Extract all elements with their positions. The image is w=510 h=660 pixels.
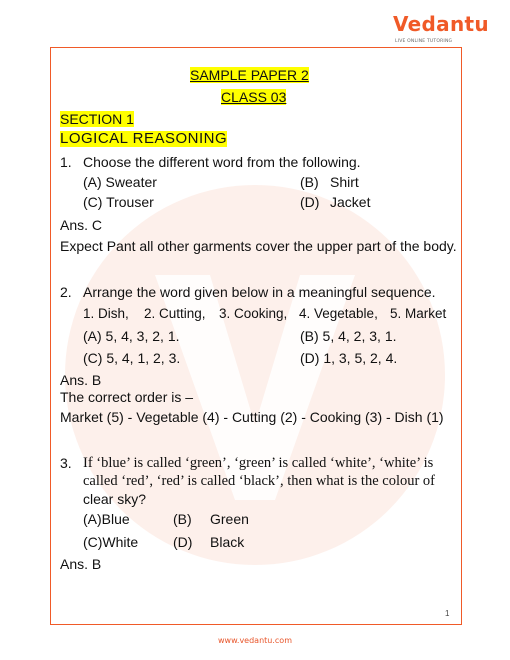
q2-word-3: 3. Cooking, <box>219 306 288 321</box>
q1-option-d: Jacket <box>330 194 371 210</box>
q2-option-b: (B) 5, 4, 2, 3, 1. <box>300 328 397 344</box>
page-number: 1 <box>445 609 450 618</box>
q2-word-2: 2. Cutting, <box>144 306 206 321</box>
q3-option-b: Green <box>210 511 249 527</box>
q3-option-b-key: (B) <box>173 511 192 527</box>
q2-answer: Ans. B <box>60 372 102 388</box>
q3-option-d-key: (D) <box>173 534 193 550</box>
q1-option-c: (C) Trouser <box>83 194 154 210</box>
q2-option-a: (A) 5, 4, 3, 2, 1. <box>83 328 180 344</box>
q1-option-d-key: (D) <box>300 194 320 210</box>
q3-text-line-1: If ‘blue’ is called ‘green’, ‘green’ is called ‘white’, ‘white’ is <box>83 455 434 471</box>
paper-title: SAMPLE PAPER 2 <box>190 67 309 83</box>
q3-option-a: (A)Blue <box>83 511 130 527</box>
q3-answer: Ans. B <box>60 556 102 572</box>
q2-text: Arrange the word given below in a meaningful sequence. <box>83 284 436 300</box>
section-name: LOGICAL REASONING <box>60 130 228 147</box>
q2-option-d: (D) 1, 3, 5, 2, 4. <box>300 350 398 366</box>
q1-text: Choose the different word from the following. <box>83 154 361 170</box>
q3-option-c: (C)White <box>83 534 139 550</box>
q1-number: 1. <box>60 154 72 170</box>
q2-number: 2. <box>60 284 72 300</box>
q2-explanation-intro: The correct order is – <box>60 389 194 405</box>
q2-option-c: (C) 5, 4, 1, 2, 3. <box>83 350 181 366</box>
section-label: SECTION 1 <box>60 111 134 127</box>
q2-word-1: 1. Dish, <box>83 306 129 321</box>
q3-option-d: Black <box>210 534 245 550</box>
q2-word-5: 5. Market <box>390 306 447 321</box>
brand-tagline: LIVE ONLINE TUTORING <box>395 39 453 44</box>
q1-answer: Ans. C <box>60 217 103 233</box>
q1-option-a: (A) Sweater <box>83 174 157 190</box>
q1-option-b-key: (B) <box>300 174 319 190</box>
q2-explanation: Market (5) - Vegetable (4) - Cutting (2) - Cooking (3) - Dish (1) <box>60 409 444 425</box>
q3-number: 3. <box>60 455 72 471</box>
footer-url[interactable]: www.vedantu.com <box>218 636 292 645</box>
q1-explanation: Expect Pant all other garments cover the upper part of the body. <box>60 238 457 254</box>
q2-word-4: 4. Vegetable, <box>299 306 378 321</box>
q3-text-line-3: clear sky? <box>83 491 147 507</box>
brand-name: Vedantu <box>393 12 489 36</box>
q3-text-line-2: called ‘red’, ‘red’ is called ‘black’, then what is the colour of <box>83 473 436 489</box>
class-label: CLASS 03 <box>221 89 287 105</box>
q1-option-b: Shirt <box>330 174 359 190</box>
